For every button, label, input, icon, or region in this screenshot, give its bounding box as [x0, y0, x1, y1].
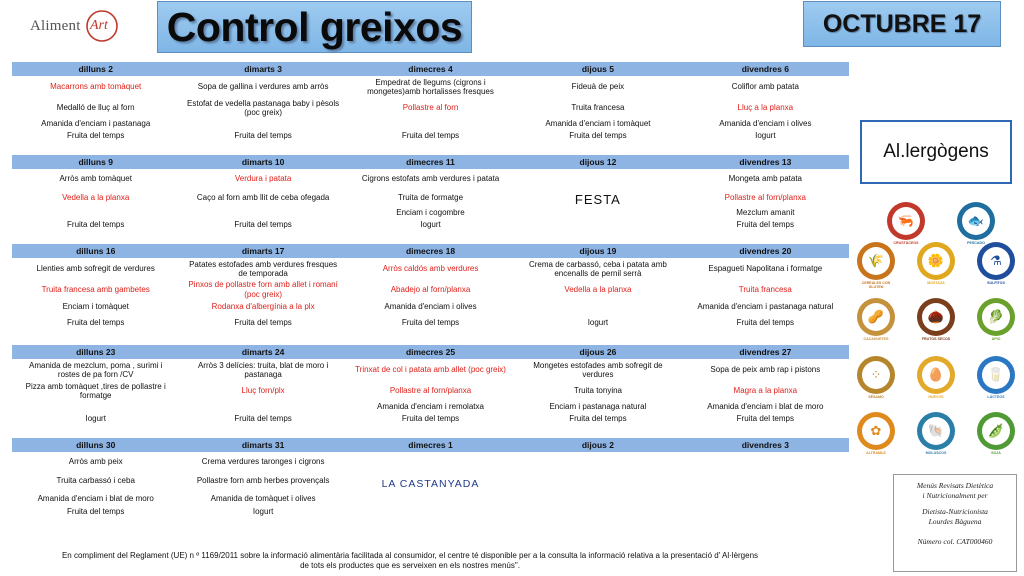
month-label: OCTUBRE 17: [822, 9, 982, 38]
dish-cell: Truita francesa: [738, 284, 792, 294]
day-header: dimecres 4: [408, 64, 453, 74]
dish-cell: Espagueti Napolitana i formatge: [708, 264, 823, 274]
meal-row: [12, 188, 849, 207]
meal-row: [12, 219, 849, 231]
week-header: [12, 345, 849, 359]
dish-cell: Fruita del temps: [67, 220, 125, 230]
dish-cell: Truita francesa: [571, 103, 625, 113]
day-header: dimarts 24: [241, 347, 285, 357]
legal-footer: En compliment del Reglament (UE) n º 1169/2011 sobre la informació alimentària facilitada al consumidor, el centre té disponible per a la consulta la informació relativa a la presentació d' Al·lèrgens de tots els productes que es serveixen en els nostres menús".: [61, 551, 759, 570]
dish-cell: Truita carbassó i ceba: [56, 476, 135, 486]
dish-cell: Vedella a la planxa: [564, 284, 632, 294]
dish-cell: Vedella a la planxa: [62, 192, 130, 202]
dish-cell: Medalló de lluç al forn: [56, 103, 135, 113]
allergen-glyph: 🫛: [982, 417, 1010, 445]
dish-cell: Amanida d'enciam i remolatxa: [377, 402, 484, 412]
sesame-icon: [854, 356, 898, 400]
dish-cell: Fruita del temps: [234, 220, 292, 230]
allergen-label: MOSTAZA: [927, 281, 945, 285]
dish-cell: [514, 452, 681, 471]
dish-cell: Arròs amb peix: [68, 456, 123, 466]
dish-cell: Patates estofades amb verdures fresques de temporada: [189, 259, 338, 278]
dish-cell: Arròs 3 delícies: truita, blat de moro i pastanaga: [197, 360, 329, 379]
dish-cell: Empedrat de llegums (cigrons i mongetes)amb hortalisses fresques: [367, 77, 494, 96]
day-header: divendres 13: [739, 157, 792, 167]
meal-row: [12, 118, 849, 130]
dish-cell: Fruita del temps: [234, 318, 292, 328]
menu-table: [12, 62, 849, 518]
dish-cell: Amanida de tomàquet i olives: [210, 493, 316, 503]
meal-row: [12, 315, 849, 331]
dish-cell: Mongetes estofades amb sofregit de verdures: [533, 360, 663, 379]
dish-cell: Fruita del temps: [569, 414, 627, 424]
week-block: [12, 345, 849, 425]
sulphite-icon: [974, 242, 1018, 286]
week-block: [12, 244, 849, 331]
logo: [30, 6, 120, 48]
dish-cell: Lluç a la planxa: [737, 103, 794, 113]
day-header: dijous 2: [581, 440, 614, 450]
allergen-label: MOLUSCOS: [925, 451, 947, 455]
dish-cell: Rodanxa d'albergínia a la plx: [211, 302, 315, 312]
meal-row: [12, 130, 849, 142]
allergen-glyph: ✿: [862, 417, 890, 445]
logo-text: Aliment: [30, 18, 81, 34]
dish-cell: [682, 471, 849, 491]
week-block: [12, 155, 849, 231]
dish-cell: Fruita del temps: [401, 131, 460, 141]
allergen-label: APIO: [991, 337, 1001, 341]
dish-cell: Enciam i cogombre: [396, 208, 465, 218]
stamp-line: Menús Revisats Dietètica: [916, 481, 994, 490]
allergen-glyph: 🐚: [922, 417, 950, 445]
dish-cell: Fruita del temps: [67, 507, 125, 517]
meal-row: [12, 169, 849, 188]
day-header: dilluns 30: [76, 440, 116, 450]
allergen-glyph: 🥚: [922, 361, 950, 389]
dish-cell: [682, 452, 849, 471]
egg-icon: [914, 356, 958, 400]
day-header: dimarts 17: [241, 246, 285, 256]
meal-row: [12, 381, 849, 401]
dish-cell: Cigrons estofats amb verdures i patata: [361, 173, 500, 183]
milk-icon: [974, 356, 1018, 400]
dish-cell: [682, 491, 849, 506]
nutritionist-stamp: [893, 474, 1017, 572]
special-event-label: LA CASTANYADA: [381, 478, 480, 491]
dish-cell: Magra a la planxa: [733, 386, 798, 396]
dish-cell: [179, 118, 346, 130]
dish-cell: Amanida d'enciam i olives: [719, 119, 812, 129]
day-header: divendres 3: [741, 440, 789, 450]
page-title: Control greixos: [166, 3, 463, 50]
dish-cell: Amanida d'enciam i pastanaga natural: [697, 302, 834, 312]
dish-cell: [514, 491, 681, 506]
stamp-line: i Nutricionalment per: [922, 491, 988, 500]
meal-row: [12, 98, 849, 118]
allergen-label: CACAHUETES: [863, 337, 889, 341]
stamp-line: Número col. CAT000460: [917, 537, 993, 546]
dish-cell: Fruita del temps: [736, 318, 794, 328]
dish-cell: [347, 118, 514, 130]
allergen-glyph: 🦐: [892, 207, 920, 235]
dish-cell: Mongeta amb patata: [728, 173, 803, 183]
allergen-label: ALTRAMUZ: [866, 451, 886, 455]
dish-cell: Crema verdures taronges i cigrons: [201, 456, 325, 466]
dish-cell: Fruita del temps: [401, 414, 460, 424]
allergen-label: LÁCTEOS: [987, 395, 1005, 399]
allergen-glyph: ⚗: [982, 247, 1010, 275]
holiday-label: FESTA: [574, 192, 621, 208]
allergen-glyph: 🌰: [922, 303, 950, 331]
shrimp-icon: [884, 202, 928, 246]
dish-cell: Pollastre al forn: [402, 103, 459, 113]
day-header: divendres 6: [741, 64, 789, 74]
dish-cell: Truita tonyina: [573, 386, 622, 396]
allergen-label: PESCADO: [967, 241, 985, 245]
allergen-glyph: 🥛: [982, 361, 1010, 389]
allergen-glyph: 🥜: [862, 303, 890, 331]
logo-accent: Art: [90, 18, 108, 33]
title-banner: [157, 1, 472, 53]
soy-icon: [974, 412, 1018, 456]
dish-cell: Fruita del temps: [736, 220, 794, 230]
meal-row: [12, 258, 849, 280]
dish-cell: [12, 207, 179, 219]
dish-cell: Fruita del temps: [67, 131, 125, 141]
dish-cell: Enciam i tomàquet: [62, 302, 129, 312]
day-header: dimecres 25: [405, 347, 456, 357]
peanut-icon: [854, 298, 898, 342]
allergen-label: CEREALES CON GLUTEN: [861, 281, 891, 289]
allergens-box: [860, 120, 1012, 184]
dish-cell: Verdura i patata: [234, 173, 292, 183]
dish-cell: [514, 299, 681, 315]
month-banner: [803, 1, 1001, 47]
dish-cell: Fruita del temps: [736, 414, 794, 424]
dish-cell: Sopa de peix amb rap i pistons: [710, 365, 821, 375]
mollusc-icon: [914, 412, 958, 456]
day-header: dijous 26: [579, 347, 617, 357]
dish-cell: Enciam i pastanaga natural: [549, 402, 647, 412]
dish-cell: Iogurt: [85, 414, 106, 424]
day-header: dimarts 3: [244, 64, 282, 74]
day-header: dimarts 31: [241, 440, 285, 450]
dish-cell: Amanida d'enciam i blat de moro: [707, 402, 824, 412]
dish-cell: Iogurt: [420, 220, 441, 230]
allergens-title: Al.lergògens: [883, 141, 989, 162]
dish-cell: Mezclum amanit: [736, 208, 795, 218]
lupin-icon: [854, 412, 898, 456]
dish-cell: [12, 401, 179, 413]
day-header: dimecres 18: [405, 246, 456, 256]
dish-cell: Iogurt: [252, 507, 274, 517]
allergen-glyph: ⁘: [862, 361, 890, 389]
dish-cell: Amanida d'enciam i pastanaga: [41, 119, 151, 129]
meal-row: [12, 280, 849, 299]
dish-cell: Fruita del temps: [401, 318, 460, 328]
dish-cell: Truita francesa amb gambetes: [41, 284, 150, 294]
day-header: divendres 27: [739, 347, 792, 357]
dish-cell: Crema de carbassó, ceba i patata amb encenalls de pernil serrà: [528, 259, 667, 278]
allergen-glyph: 🌼: [922, 247, 950, 275]
dish-cell: Amanida d'enciam i blat de moro: [37, 493, 154, 503]
allergen-label: HUEVOS: [928, 395, 944, 399]
dish-cell: Lluç forn/plx: [241, 386, 285, 396]
dish-cell: Pinxos de pollastre forn amb allet i romaní (poc greix): [188, 280, 338, 299]
wheat-icon: [854, 242, 898, 289]
day-header: dimarts 10: [241, 157, 285, 167]
meal-row: [12, 76, 849, 98]
dish-cell: Llenties amb sofregit de verdures: [36, 264, 155, 274]
allergen-glyph: 🐟: [962, 207, 990, 235]
day-header: dijous 5: [581, 64, 614, 74]
dish-cell: Pizza amb tomàquet ,tires de pollastre i formatge: [25, 381, 166, 400]
dish-cell: Arròs caldós amb verdures: [382, 264, 479, 274]
allergen-icons: [854, 198, 1024, 460]
day-header: dijous 12: [579, 157, 617, 167]
week-header: [12, 244, 849, 258]
dish-cell: [179, 207, 346, 219]
dish-cell: Iogurt: [587, 318, 609, 328]
allergen-glyph: 🥬: [982, 303, 1010, 331]
dish-cell: Estofat de vedella pastanaga baby i pèsols (poc greix): [187, 98, 340, 117]
dish-cell: Caço al forn amb llit de ceba ofegada: [196, 192, 330, 202]
allergen-label: SÉSAMO: [868, 395, 884, 399]
day-header: dijous 19: [579, 246, 617, 256]
day-header: dilluns 23: [76, 347, 116, 357]
day-header: dilluns 9: [78, 157, 113, 167]
week-header: [12, 438, 849, 452]
day-header: dimecres 1: [408, 440, 453, 450]
dish-cell: Fruita del temps: [234, 414, 292, 424]
dish-cell: Amanida d'enciam i olives: [384, 302, 477, 312]
week-header: [12, 62, 849, 76]
mustard-icon: [914, 242, 958, 286]
allergen-label: CRUSTÁCEOS: [893, 241, 919, 245]
week-header: [12, 155, 849, 169]
dish-cell: Fruita del temps: [67, 318, 125, 328]
dish-cell: Arròs amb tomàquet: [59, 173, 132, 183]
meal-row: [12, 359, 849, 381]
allergen-label: SULFITOS: [987, 281, 1005, 285]
dish-cell: Coliflor amb patata: [731, 82, 799, 92]
day-header: divendres 20: [739, 246, 792, 256]
day-header: dilluns 16: [76, 246, 116, 256]
meal-row: [12, 401, 849, 413]
week-block: [12, 438, 849, 518]
day-header: dimecres 11: [406, 157, 455, 167]
dish-cell: [682, 506, 849, 518]
dish-cell: Pollastre al forn/planxa: [389, 386, 472, 396]
dish-cell: Pollastre al forn/planxa: [724, 192, 807, 202]
meal-row: [12, 413, 849, 425]
fish-icon: [954, 202, 998, 246]
allergen-label: SOJA: [991, 451, 1001, 455]
allergen-glyph: 🌾: [862, 247, 890, 275]
week-block: [12, 62, 849, 142]
dish-cell: Abadejo al forn/planxa: [390, 284, 471, 294]
stamp-line: Dietista-Nutricionista: [922, 507, 988, 516]
dish-cell: Truita de formatge: [397, 192, 464, 202]
nut-icon: [914, 298, 958, 342]
dish-cell: Macarrons amb tomàquet: [50, 82, 142, 92]
meal-row: [12, 299, 849, 315]
meal-row: [12, 207, 849, 219]
dish-cell: Amanida d'enciam i tomàquet: [545, 119, 651, 129]
dish-cell: [179, 401, 346, 413]
allergen-label: FRUTOS SECOS: [921, 337, 951, 341]
stamp-line: Lourdes Bàguena: [928, 517, 982, 526]
dish-cell: [514, 471, 681, 491]
dish-cell: Sopa de gallina i verdures amb arròs: [197, 82, 329, 92]
dish-cell: Pollastre forn amb herbes provençals: [196, 476, 330, 486]
dish-cell: Fruita del temps: [234, 131, 292, 141]
dish-cell: Fruita del temps: [569, 131, 627, 141]
dish-cell: [514, 506, 681, 518]
celery-icon: [974, 298, 1018, 342]
day-header: dilluns 2: [78, 64, 113, 74]
dish-cell: Iogurt: [755, 131, 776, 141]
dish-cell: Trinxat de col i patata amb allet (poc greix): [355, 365, 506, 375]
dish-cell: Amanida de mezclum, poma , surimi i rostes de pa forn /CV: [29, 360, 163, 379]
dish-cell: Fideuà de peix: [571, 82, 625, 92]
